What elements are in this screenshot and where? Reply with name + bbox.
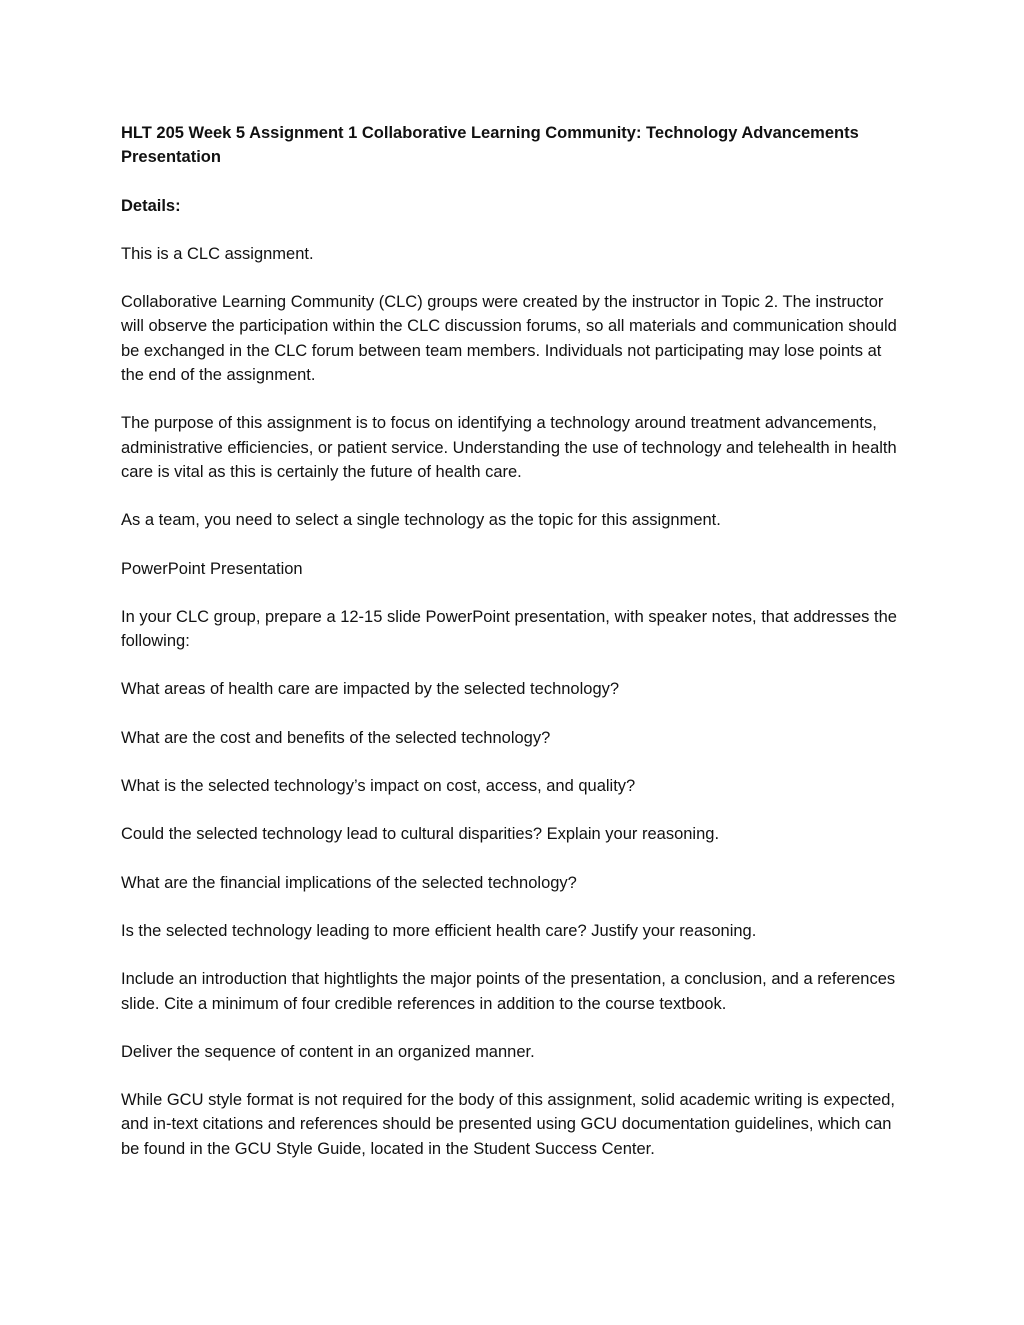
- paragraph-clc-groups: Collaborative Learning Community (CLC) groups were created by the instructor in Topic 2. The instructor will observe the participation within the CLC discussion forums, so all materials and communication should be exchanged in the CLC forum between team members. Individuals not participating may lose points at the end of the assignment.: [121, 293, 897, 385]
- question-efficient-health-care: Is the selected technology leading to more efficient health care? Justify your reasoning.: [121, 921, 757, 940]
- paragraph-select-technology: As a team, you need to select a single technology as the topic for this assignment.: [121, 511, 721, 530]
- paragraph-clc-intro: This is a CLC assignment.: [121, 244, 314, 263]
- details-heading: Details:: [121, 196, 181, 215]
- paragraph-purpose: The purpose of this assignment is to focus on identifying a technology around treatment advancements, administrative efficiencies, or patient service. Understanding the use of technology and telehealth in health care is vital as this is certainly the future of health care.: [121, 414, 897, 481]
- document-body: [121, 121, 906, 1185]
- paragraph-introduction-references: Include an introduction that hightlights the major points of the presentation, a conclusion, and a references slide. Cite a minimum of four credible references in addition to the course textbook.: [121, 970, 896, 1013]
- question-cultural-disparities: Could the selected technology lead to cultural disparities? Explain your reasoning.: [121, 825, 720, 844]
- question-cost-benefits: What are the cost and benefits of the selected technology?: [121, 728, 551, 747]
- question-financial-implications: What are the financial implications of the selected technology?: [121, 873, 577, 892]
- paragraph-prepare-presentation: In your CLC group, prepare a 12-15 slide PowerPoint presentation, with speaker notes, that addresses the following:: [121, 607, 897, 651]
- question-impact-cost-access-quality: What is the selected technology’s impact on cost, access, and quality?: [121, 777, 636, 796]
- paragraph-deliver-sequence: Deliver the sequence of content in an organized manner.: [121, 1042, 535, 1061]
- paragraph-powerpoint-heading: PowerPoint Presentation: [121, 559, 303, 578]
- question-areas-impacted: What areas of health care are impacted by the selected technology?: [121, 680, 620, 699]
- document-title: HLT 205 Week 5 Assignment 1 Collaborative Learning Community: Technology Advancements Presentation: [121, 124, 859, 167]
- paragraph-gcu-style: While GCU style format is not required for the body of this assignment, solid academic writing is expected, and in-text citations and references should be presented using GCU documentation guidelines, which can be found in the GCU Style Guide, located in the Student Success Center.: [121, 1091, 896, 1158]
